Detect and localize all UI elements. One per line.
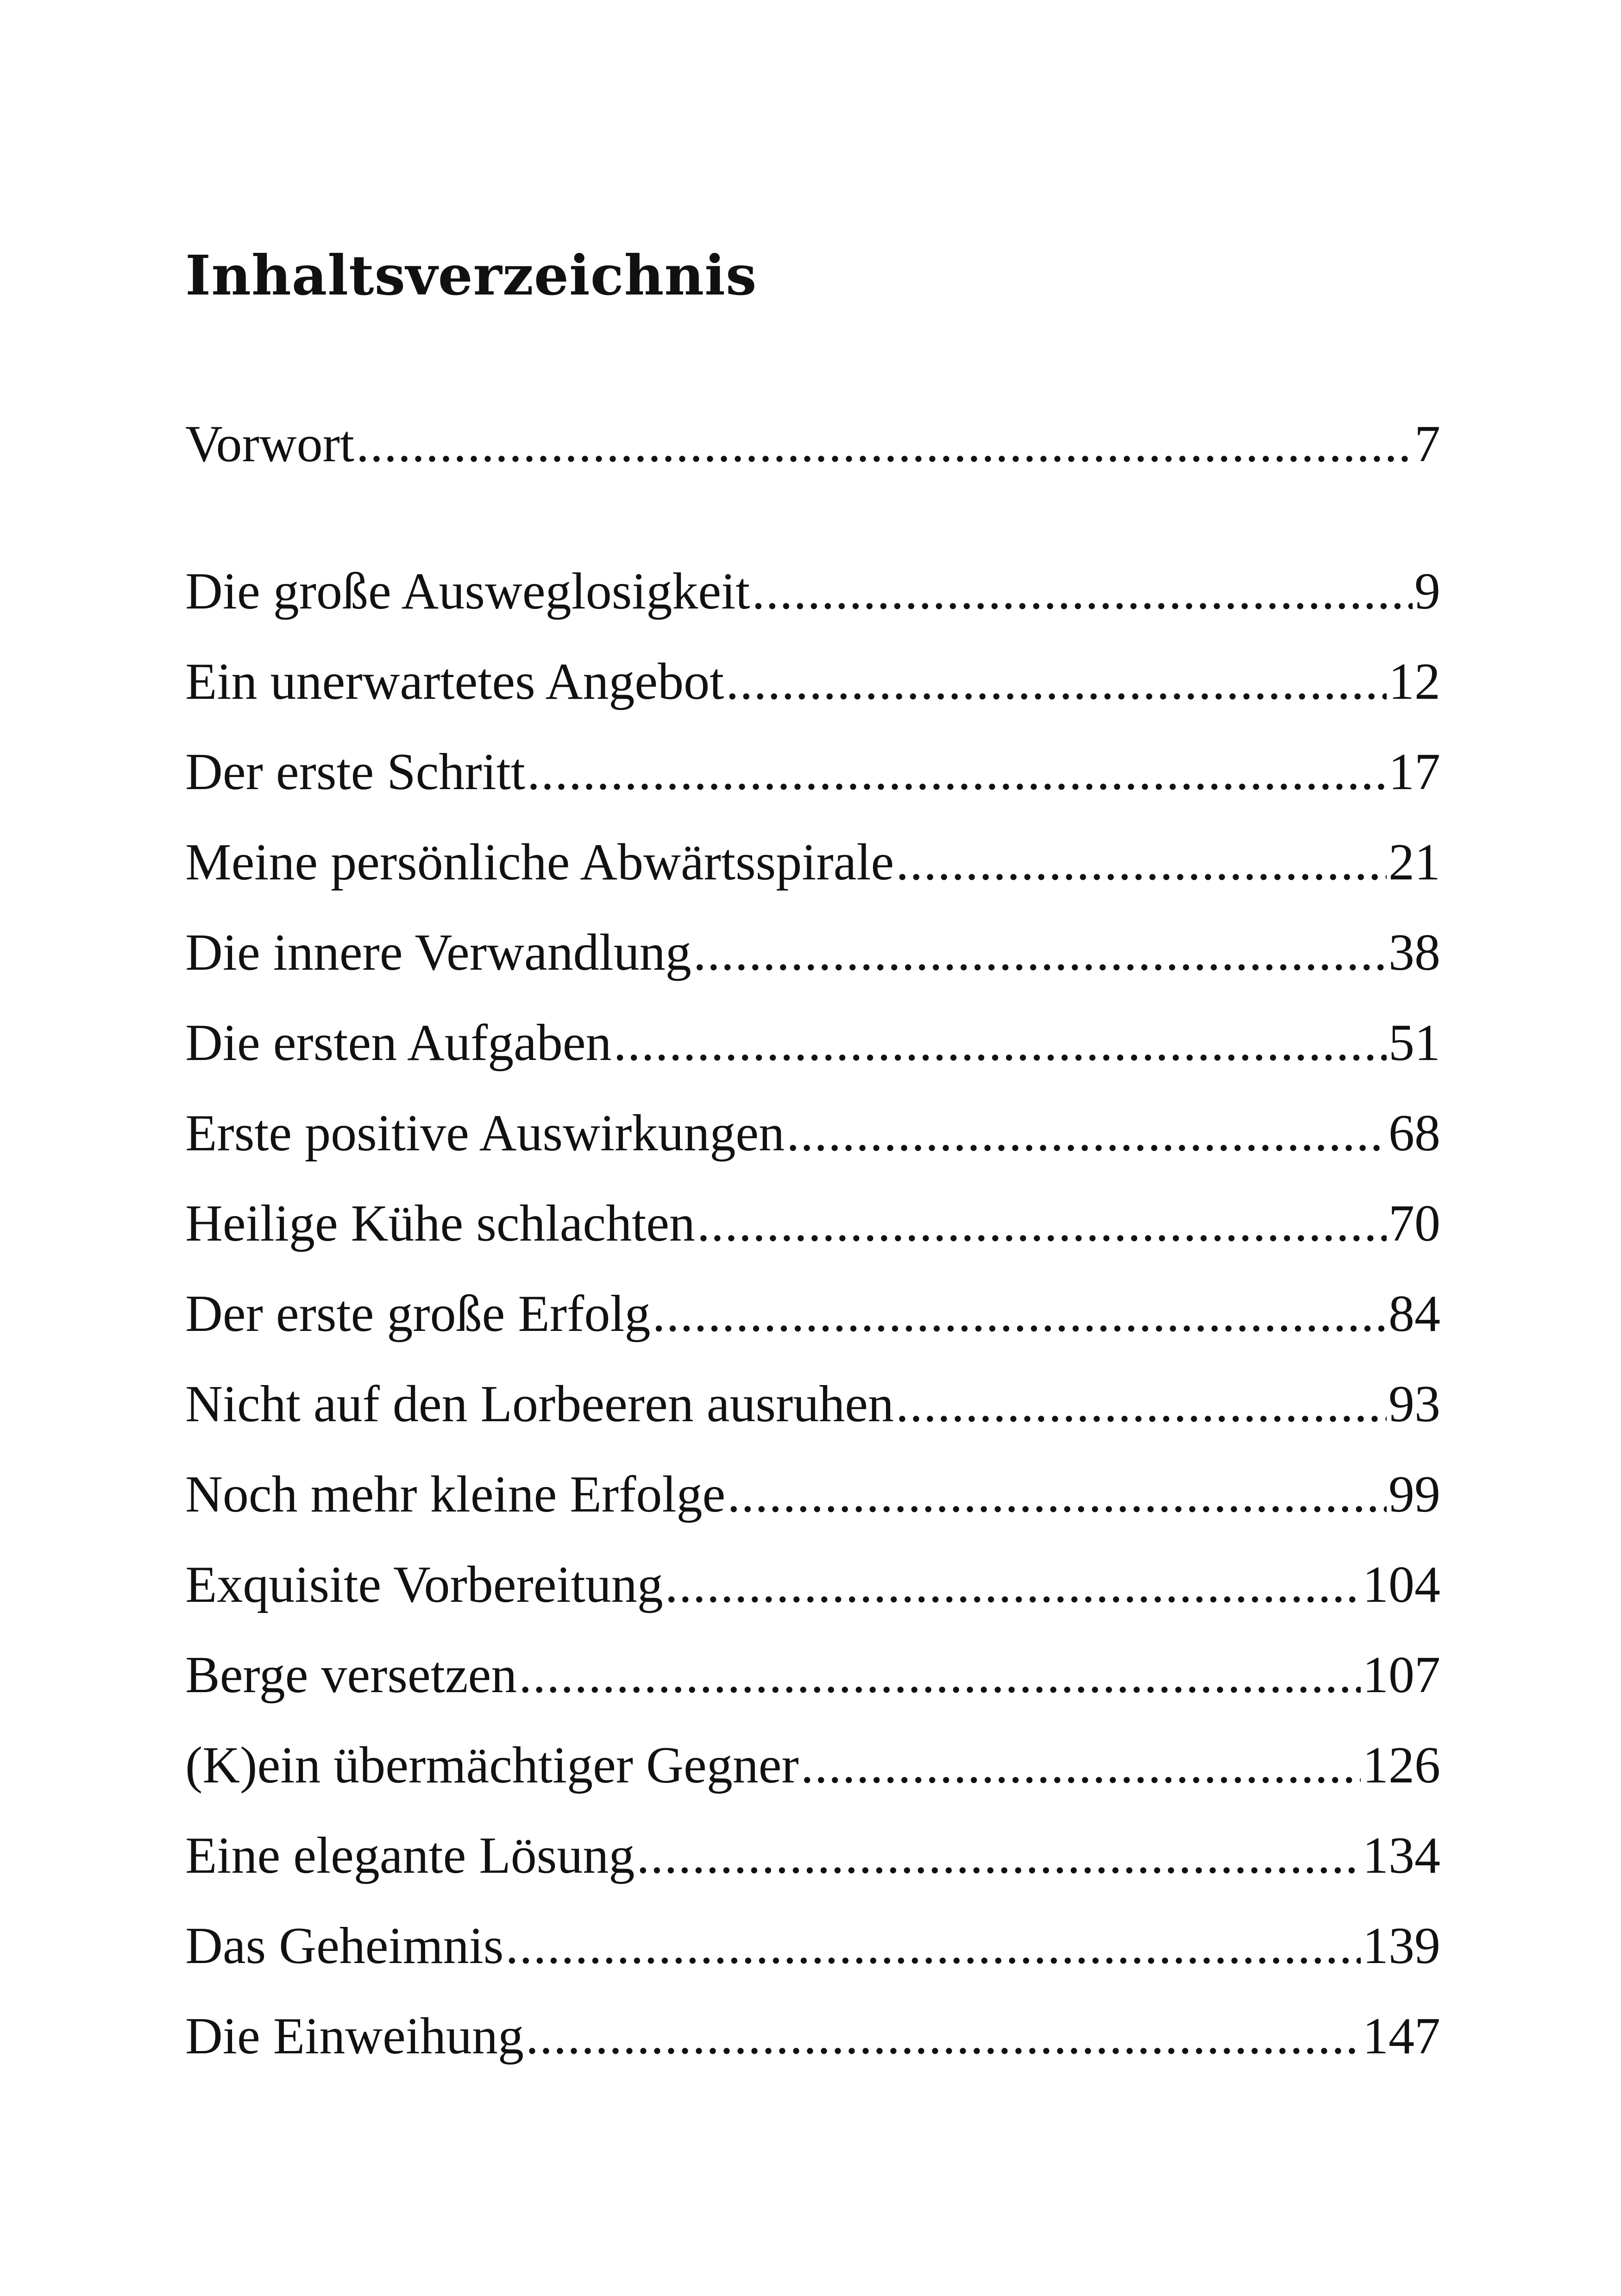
- toc-entry: [185, 546, 1440, 637]
- toc-leader-dots: [697, 1179, 1387, 1269]
- toc-entry-title: (K)ein übermächtiger Gegner: [185, 1737, 799, 1794]
- toc-entry-page-number: 21: [1389, 834, 1440, 891]
- toc-entry: [185, 1449, 1440, 1540]
- toc-entry-page-number: 17: [1389, 743, 1440, 801]
- toc-entry-title: Die ersten Aufgaben: [185, 1014, 612, 1072]
- toc-entry-title: Die innere Verwandlung: [185, 924, 691, 981]
- toc-entry: [185, 1540, 1440, 1630]
- toc-entry-title: Berge versetzen: [185, 1646, 517, 1704]
- toc-leader-dots: [693, 908, 1387, 998]
- toc-entry-page-number: 93: [1389, 1375, 1440, 1433]
- toc-entry-page-number: 139: [1363, 1917, 1440, 1975]
- toc-entry-title: Vorwort: [185, 415, 355, 473]
- toc-entry-title: Heilige Kühe schlachten: [185, 1195, 695, 1252]
- toc-entry: [185, 1901, 1440, 1991]
- toc-leader-dots: [636, 1811, 1361, 1901]
- toc-leader-dots: [896, 817, 1387, 908]
- toc-list: [185, 399, 1440, 2082]
- toc-entry-title: Noch mehr kleine Erfolge: [185, 1466, 726, 1523]
- toc-leader-dots: [727, 1449, 1387, 1540]
- toc-leader-dots: [652, 1269, 1387, 1359]
- toc-leader-dots: [726, 637, 1387, 727]
- toc-entry-page-number: 99: [1389, 1466, 1440, 1523]
- toc-entry-page-number: 126: [1363, 1737, 1440, 1794]
- toc-leader-dots: [519, 1630, 1361, 1720]
- toc-entry: [185, 1991, 1440, 2082]
- toc-entry-page-number: 147: [1363, 2007, 1440, 2065]
- toc-entry-page-number: 51: [1389, 1014, 1440, 1072]
- toc-entry: [185, 1630, 1440, 1720]
- toc-entry-page-number: 84: [1389, 1285, 1440, 1342]
- toc-leader-dots: [527, 727, 1387, 817]
- toc-entry-title: Nicht auf den Lorbeeren ausruhen: [185, 1375, 894, 1433]
- toc-leader-dots: [356, 399, 1413, 489]
- toc-leader-dots: [801, 1720, 1361, 1811]
- toc-leader-dots: [526, 1991, 1361, 2082]
- toc-entry: [185, 1088, 1440, 1179]
- toc-entry-page-number: 38: [1389, 924, 1440, 981]
- toc-entry-title: Der erste große Erfolg: [185, 1285, 651, 1342]
- toc-entry-title: Meine persönliche Abwärtsspirale: [185, 834, 894, 891]
- toc-entry-title: Der erste Schritt: [185, 743, 525, 801]
- toc-entry-title: Die große Ausweglosigkeit: [185, 563, 750, 620]
- toc-leader-dots: [505, 1901, 1361, 1991]
- toc-entry: [185, 1179, 1440, 1269]
- toc-entry-page-number: 107: [1363, 1646, 1440, 1704]
- toc-entry: [185, 1269, 1440, 1359]
- toc-entry-title: Die Einweihung: [185, 2007, 524, 2065]
- toc-entry: [185, 998, 1440, 1088]
- toc-entry: [185, 637, 1440, 727]
- toc-entry: [185, 399, 1440, 489]
- toc-entry-page-number: 9: [1414, 563, 1440, 620]
- toc-leader-dots: [752, 546, 1413, 637]
- toc-entry-page-number: 68: [1389, 1104, 1440, 1162]
- toc-entry-page-number: 7: [1414, 415, 1440, 473]
- toc-entry: [185, 1811, 1440, 1901]
- toc-entry: [185, 1720, 1440, 1811]
- toc-entry: [185, 1359, 1440, 1449]
- toc-entry-page-number: 104: [1363, 1556, 1440, 1613]
- toc-entry-page-number: 134: [1363, 1827, 1440, 1884]
- toc-entry-title: Eine elegante Lösung: [185, 1827, 635, 1884]
- toc-leader-dots: [896, 1359, 1387, 1449]
- toc-leader-dots: [614, 998, 1387, 1088]
- toc-entry-title: Erste positive Auswirkungen: [185, 1104, 785, 1162]
- toc-leader-dots: [786, 1088, 1387, 1179]
- toc-entry: [185, 727, 1440, 817]
- toc-entry-page-number: 70: [1389, 1195, 1440, 1252]
- toc-entry-title: Das Geheimnis: [185, 1917, 504, 1975]
- toc-entry: [185, 817, 1440, 908]
- toc-entry-title: Exquisite Vorbereitung: [185, 1556, 663, 1613]
- toc-leader-dots: [665, 1540, 1361, 1630]
- toc-entry-page-number: 12: [1389, 653, 1440, 710]
- toc-entry: [185, 908, 1440, 998]
- toc-entry-title: Ein unerwartetes Angebot: [185, 653, 724, 710]
- toc-heading: Inhaltsverzeichnis: [185, 243, 757, 307]
